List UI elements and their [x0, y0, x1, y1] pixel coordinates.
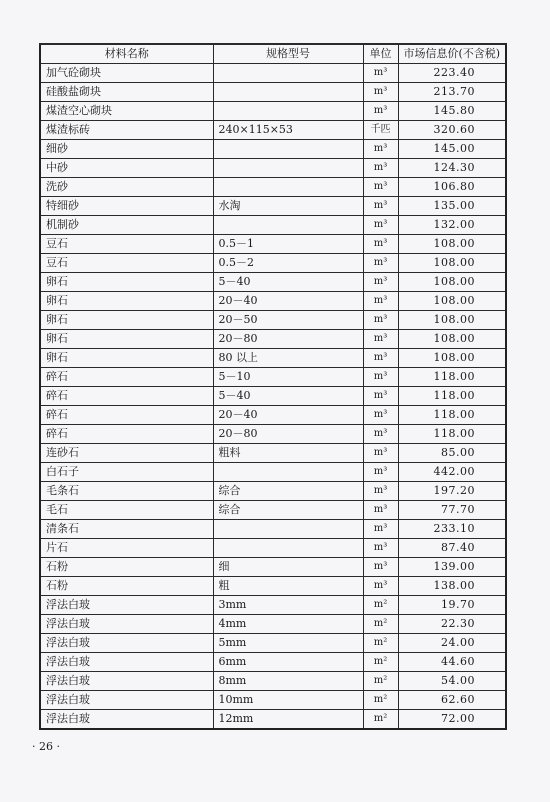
unit-cell: m³: [363, 501, 398, 520]
price-cell: 118.00: [398, 387, 506, 406]
material-name-cell: 浮法白玻: [40, 672, 213, 691]
table-row: [40, 539, 506, 558]
price-cell: 108.00: [398, 349, 506, 368]
material-name-cell: 白石子: [40, 463, 213, 482]
unit-cell: m³: [363, 330, 398, 349]
spec-cell: 20－40: [213, 292, 363, 311]
table-row: [40, 520, 506, 539]
table-row: [40, 501, 506, 520]
price-cell: 138.00: [398, 577, 506, 596]
spec-cell: [213, 159, 363, 178]
price-table: [39, 43, 507, 730]
spec-cell: 5－10: [213, 368, 363, 387]
table-row: [40, 634, 506, 653]
unit-cell: m³: [363, 349, 398, 368]
header-unit: 单位: [363, 44, 398, 64]
spec-cell: [213, 539, 363, 558]
unit-cell: m³: [363, 216, 398, 235]
unit-cell: m³: [363, 558, 398, 577]
price-cell: 108.00: [398, 254, 506, 273]
unit-cell: m³: [363, 368, 398, 387]
unit-cell: m³: [363, 197, 398, 216]
material-name-cell: 石粉: [40, 577, 213, 596]
spec-cell: [213, 102, 363, 121]
table-header-row: [40, 44, 506, 64]
material-name-cell: 豆石: [40, 254, 213, 273]
table-row: [40, 311, 506, 330]
table-row: [40, 558, 506, 577]
material-name-cell: 石粉: [40, 558, 213, 577]
table-row: [40, 330, 506, 349]
price-cell: 108.00: [398, 235, 506, 254]
spec-cell: 8mm: [213, 672, 363, 691]
price-cell: 139.00: [398, 558, 506, 577]
material-name-cell: 碎石: [40, 387, 213, 406]
price-cell: 213.70: [398, 83, 506, 102]
material-name-cell: 特细砂: [40, 197, 213, 216]
unit-cell: m³: [363, 387, 398, 406]
table-row: [40, 463, 506, 482]
material-name-cell: 加气砼砌块: [40, 64, 213, 83]
table-row: [40, 121, 506, 140]
spec-cell: [213, 463, 363, 482]
material-name-cell: 浮法白玻: [40, 596, 213, 615]
table-body: [40, 64, 506, 730]
table-row: [40, 292, 506, 311]
spec-cell: 0.5－2: [213, 254, 363, 273]
unit-cell: m³: [363, 254, 398, 273]
price-cell: 24.00: [398, 634, 506, 653]
unit-cell: m³: [363, 444, 398, 463]
spec-cell: 3mm: [213, 596, 363, 615]
table-row: [40, 672, 506, 691]
price-cell: 44.60: [398, 653, 506, 672]
table-row: [40, 235, 506, 254]
material-name-cell: 洗砂: [40, 178, 213, 197]
price-cell: 320.60: [398, 121, 506, 140]
price-cell: 106.80: [398, 178, 506, 197]
table-row: [40, 577, 506, 596]
material-name-cell: 毛条石: [40, 482, 213, 501]
unit-cell: m²: [363, 653, 398, 672]
price-cell: 87.40: [398, 539, 506, 558]
material-name-cell: 煤渣空心砌块: [40, 102, 213, 121]
table-row: [40, 254, 506, 273]
spec-cell: 20－80: [213, 330, 363, 349]
unit-cell: m³: [363, 311, 398, 330]
table-row: [40, 197, 506, 216]
unit-cell: m³: [363, 482, 398, 501]
spec-cell: [213, 520, 363, 539]
spec-cell: 5－40: [213, 387, 363, 406]
table-row: [40, 596, 506, 615]
price-cell: 108.00: [398, 273, 506, 292]
material-name-cell: 卵石: [40, 292, 213, 311]
table-row: [40, 615, 506, 634]
unit-cell: m³: [363, 273, 398, 292]
spec-cell: [213, 140, 363, 159]
unit-cell: m³: [363, 577, 398, 596]
price-cell: 118.00: [398, 406, 506, 425]
table-row: [40, 159, 506, 178]
material-name-cell: 浮法白玻: [40, 710, 213, 730]
price-cell: 72.00: [398, 710, 506, 730]
unit-cell: m²: [363, 615, 398, 634]
price-cell: 85.00: [398, 444, 506, 463]
spec-cell: 综合: [213, 482, 363, 501]
table-row: [40, 368, 506, 387]
unit-cell: m³: [363, 64, 398, 83]
price-cell: 62.60: [398, 691, 506, 710]
table-row: [40, 387, 506, 406]
table-row: [40, 425, 506, 444]
unit-cell: m³: [363, 83, 398, 102]
table-row: [40, 178, 506, 197]
table-row: [40, 102, 506, 121]
table-row: [40, 482, 506, 501]
table-row: [40, 349, 506, 368]
unit-cell: m²: [363, 596, 398, 615]
material-name-cell: 片石: [40, 539, 213, 558]
table-row: [40, 273, 506, 292]
price-cell: 145.80: [398, 102, 506, 121]
table-row: [40, 653, 506, 672]
material-name-cell: 碎石: [40, 425, 213, 444]
price-cell: 108.00: [398, 311, 506, 330]
price-cell: 442.00: [398, 463, 506, 482]
unit-cell: m³: [363, 406, 398, 425]
material-name-cell: 煤渣标砖: [40, 121, 213, 140]
material-name-cell: 细砂: [40, 140, 213, 159]
table-row: [40, 83, 506, 102]
spec-cell: 水淘: [213, 197, 363, 216]
unit-cell: m²: [363, 672, 398, 691]
material-name-cell: 连砂石: [40, 444, 213, 463]
material-name-cell: 清条石: [40, 520, 213, 539]
spec-cell: 0.5－1: [213, 235, 363, 254]
material-name-cell: 豆石: [40, 235, 213, 254]
spec-cell: 4mm: [213, 615, 363, 634]
price-cell: 108.00: [398, 330, 506, 349]
table-row: [40, 140, 506, 159]
material-name-cell: 卵石: [40, 349, 213, 368]
unit-cell: m³: [363, 520, 398, 539]
price-cell: 197.20: [398, 482, 506, 501]
price-cell: 145.00: [398, 140, 506, 159]
material-name-cell: 机制砂: [40, 216, 213, 235]
material-name-cell: 卵石: [40, 273, 213, 292]
spec-cell: [213, 216, 363, 235]
unit-cell: m²: [363, 710, 398, 730]
unit-cell: m²: [363, 691, 398, 710]
spec-cell: [213, 64, 363, 83]
unit-cell: m³: [363, 235, 398, 254]
spec-cell: 20－40: [213, 406, 363, 425]
header-market-price: 市场信息价(不含税): [398, 44, 506, 64]
spec-cell: 5－40: [213, 273, 363, 292]
table-row: [40, 444, 506, 463]
spec-cell: [213, 178, 363, 197]
spec-cell: 80 以上: [213, 349, 363, 368]
table-row: [40, 406, 506, 425]
price-cell: 22.30: [398, 615, 506, 634]
spec-cell: 10mm: [213, 691, 363, 710]
spec-cell: 20－80: [213, 425, 363, 444]
header-spec-model: 规格型号: [213, 44, 363, 64]
spec-cell: [213, 83, 363, 102]
material-name-cell: 浮法白玻: [40, 653, 213, 672]
material-name-cell: 碎石: [40, 406, 213, 425]
spec-cell: 5mm: [213, 634, 363, 653]
material-name-cell: 碎石: [40, 368, 213, 387]
material-name-cell: 浮法白玻: [40, 691, 213, 710]
unit-cell: m³: [363, 178, 398, 197]
unit-cell: m³: [363, 292, 398, 311]
unit-cell: 千匹: [363, 121, 398, 140]
price-cell: 77.70: [398, 501, 506, 520]
header-material-name: 材料名称: [40, 44, 213, 64]
spec-cell: 细: [213, 558, 363, 577]
unit-cell: m²: [363, 634, 398, 653]
table-row: [40, 64, 506, 83]
price-cell: 124.30: [398, 159, 506, 178]
page-number: · 26 ·: [32, 740, 60, 753]
spec-cell: 20－50: [213, 311, 363, 330]
price-cell: 108.00: [398, 292, 506, 311]
unit-cell: m³: [363, 425, 398, 444]
price-cell: 233.10: [398, 520, 506, 539]
unit-cell: m³: [363, 463, 398, 482]
price-cell: 135.00: [398, 197, 506, 216]
unit-cell: m³: [363, 140, 398, 159]
unit-cell: m³: [363, 159, 398, 178]
price-cell: 223.40: [398, 64, 506, 83]
material-name-cell: 浮法白玻: [40, 634, 213, 653]
price-cell: 19.70: [398, 596, 506, 615]
spec-cell: 综合: [213, 501, 363, 520]
spec-cell: 12mm: [213, 710, 363, 730]
price-cell: 118.00: [398, 368, 506, 387]
table-row: [40, 216, 506, 235]
material-name-cell: 硅酸盐砌块: [40, 83, 213, 102]
spec-cell: 粗料: [213, 444, 363, 463]
unit-cell: m³: [363, 102, 398, 121]
spec-cell: 6mm: [213, 653, 363, 672]
spec-cell: 粗: [213, 577, 363, 596]
material-name-cell: 毛石: [40, 501, 213, 520]
material-name-cell: 浮法白玻: [40, 615, 213, 634]
unit-cell: m³: [363, 539, 398, 558]
price-cell: 132.00: [398, 216, 506, 235]
material-name-cell: 卵石: [40, 330, 213, 349]
material-name-cell: 卵石: [40, 311, 213, 330]
price-cell: 118.00: [398, 425, 506, 444]
material-name-cell: 中砂: [40, 159, 213, 178]
price-cell: 54.00: [398, 672, 506, 691]
table-row: [40, 691, 506, 710]
table-row: [40, 710, 506, 730]
spec-cell: 240×115×53: [213, 121, 363, 140]
